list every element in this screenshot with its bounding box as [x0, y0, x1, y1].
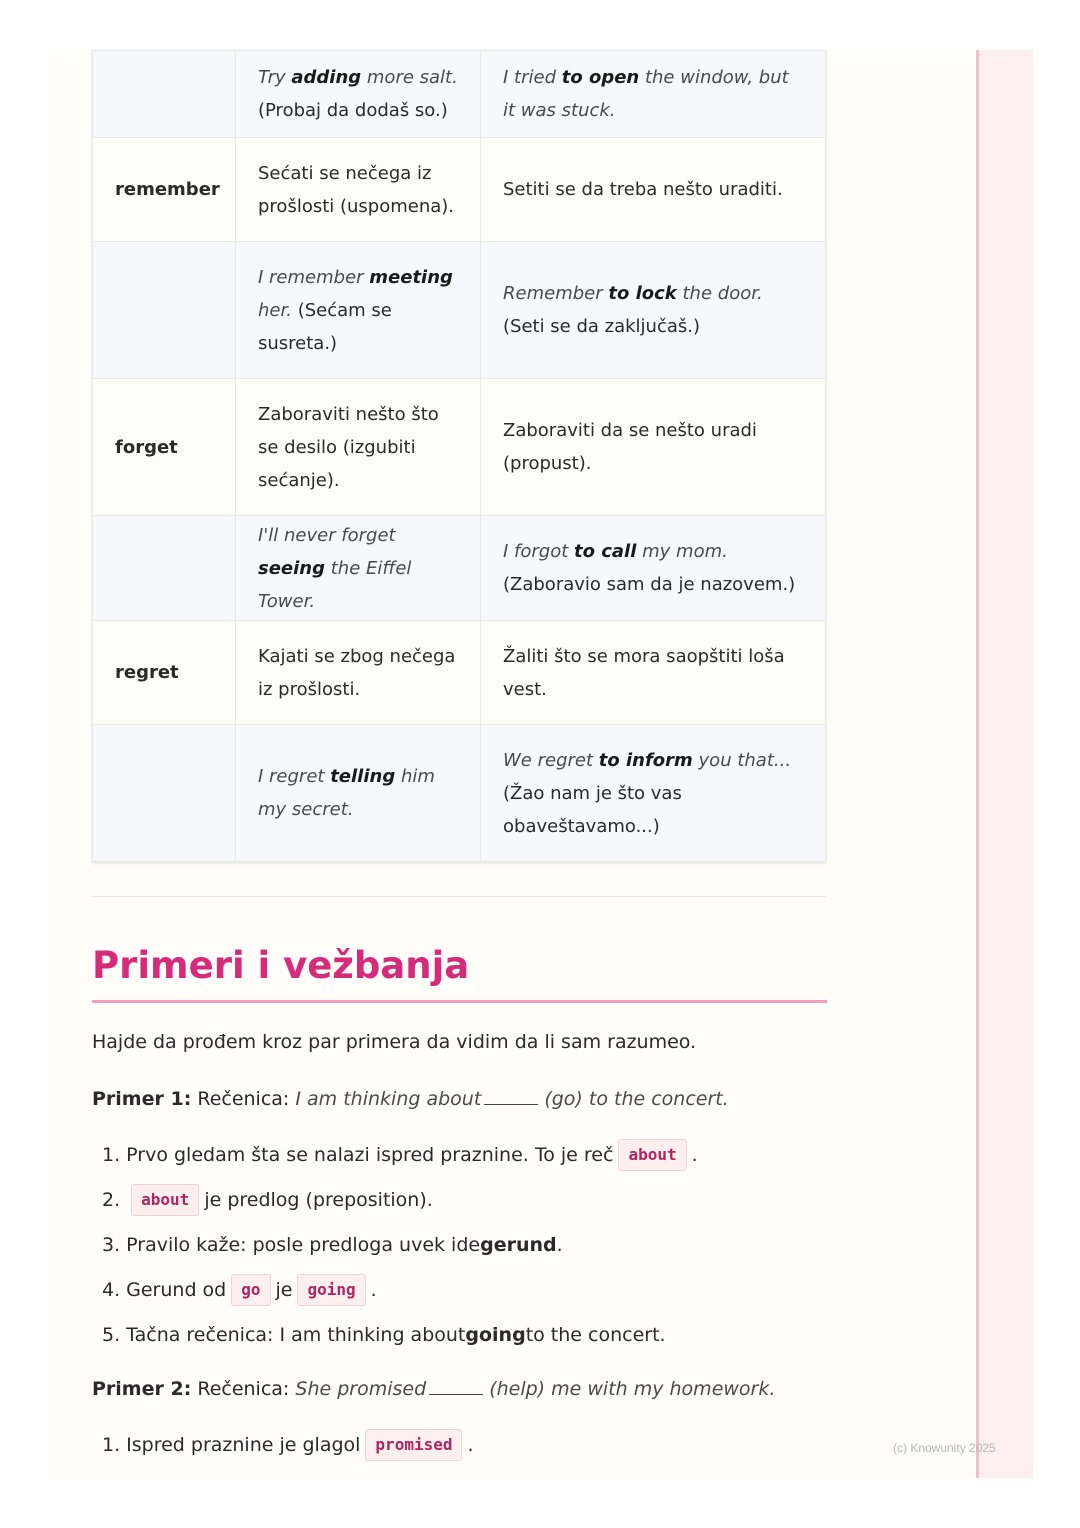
- primer-1-label: Primer 1:: [92, 1088, 192, 1110]
- translation: (Sećam se susreta.): [258, 299, 392, 354]
- example-text: the door.: [676, 283, 763, 304]
- step-text: .: [691, 1143, 698, 1166]
- infinitive-cell: [481, 621, 826, 725]
- verb-cell: [93, 51, 236, 138]
- step-code: promised: [365, 1429, 462, 1461]
- definition: Zaboraviti da se nešto uradi (propust).: [503, 420, 757, 474]
- primer-2-sentence: [92, 1375, 775, 1403]
- gerund-cell: [236, 516, 481, 621]
- list-item: [102, 1267, 698, 1312]
- gap-blank: [429, 1378, 483, 1395]
- verb-cell: [93, 242, 236, 379]
- gerund-cell: [236, 725, 481, 862]
- example-text: her.: [258, 299, 292, 321]
- heading-underline: [92, 1000, 827, 1003]
- example-text: I forgot: [503, 541, 574, 562]
- verb-cell: remember: [93, 138, 236, 242]
- primer-2-sentence-end: (help) me with my homework.: [489, 1378, 776, 1400]
- primer-2-steps: [102, 1422, 474, 1467]
- infinitive-cell: [481, 242, 826, 379]
- gerund-cell: [236, 242, 481, 379]
- gap-blank: [484, 1088, 538, 1105]
- example-text: more salt.: [361, 67, 458, 88]
- definition: Žaliti što se mora saopštiti loša vest.: [503, 645, 785, 700]
- step-text: .: [370, 1278, 377, 1301]
- primer-1-sentence-start: I am thinking about: [295, 1088, 482, 1110]
- example-sentence: [503, 541, 728, 562]
- gerund-cell: [236, 138, 481, 242]
- example-text: I remember: [258, 266, 370, 288]
- table-row: [93, 242, 826, 379]
- primer-1-lead: Rečenica:: [197, 1088, 290, 1110]
- example-sentence: [503, 67, 789, 121]
- list-item: [102, 1312, 698, 1357]
- step-text: Prvo gledam šta se nalazi ispred praznine. To je reč: [126, 1143, 614, 1166]
- step-text: .: [467, 1433, 474, 1456]
- example-sentence: [503, 283, 763, 304]
- example-text: you that...: [692, 749, 792, 771]
- example-bold: to lock: [608, 283, 677, 304]
- gerund-cell: [236, 51, 481, 138]
- definition: Setiti se da treba nešto uraditi.: [503, 179, 783, 200]
- primer-1-steps: [102, 1132, 698, 1357]
- example-sentence: [258, 525, 411, 612]
- example-text: Try: [258, 67, 292, 88]
- example-text: Remember: [503, 283, 609, 304]
- example-bold: meeting: [369, 266, 453, 288]
- list-item: [102, 1422, 474, 1467]
- table-row: [93, 725, 826, 862]
- item-number: 1.: [102, 1433, 121, 1456]
- section-divider: [92, 896, 826, 897]
- definition: Kajati se zbog nečega iz prošlosti.: [258, 645, 456, 700]
- primer-2-lead: Rečenica:: [197, 1378, 290, 1400]
- step-text: Gerund od: [126, 1278, 227, 1301]
- translation: (Zaboravio sam da je nazovem.): [503, 574, 796, 595]
- step-bold: gerund: [480, 1233, 557, 1256]
- item-number: 4.: [102, 1278, 121, 1301]
- example-bold: to call: [574, 541, 637, 562]
- table-row: [93, 138, 826, 242]
- example-text: my mom.: [636, 541, 728, 562]
- example-text: We regret: [503, 749, 599, 771]
- primer-1-sentence: [92, 1085, 729, 1113]
- table-row: [93, 516, 826, 621]
- item-number: 1.: [102, 1143, 121, 1166]
- item-number: 5.: [102, 1323, 121, 1346]
- example-bold: to inform: [598, 749, 693, 771]
- example-bold: telling: [330, 766, 396, 787]
- step-code: going: [297, 1274, 365, 1306]
- step-text: to the concert.: [525, 1323, 666, 1346]
- definition: Sećati se nečega iz prošlosti (uspomena).: [258, 162, 455, 217]
- step-text: Ispred praznine je glagol: [126, 1433, 361, 1456]
- step-code: about: [131, 1184, 199, 1216]
- verb-comparison-table: [92, 50, 826, 862]
- definition: Zaboraviti nešto što se desilo (izgubiti sećanje).: [258, 403, 439, 491]
- step-bold: going: [465, 1323, 526, 1346]
- infinitive-cell: [481, 725, 826, 862]
- infinitive-cell: [481, 51, 826, 138]
- list-item: [102, 1222, 698, 1267]
- step-text: .: [556, 1233, 563, 1256]
- example-bold: adding: [291, 67, 362, 88]
- item-number: 2.: [102, 1188, 121, 1211]
- step-text: je: [275, 1278, 293, 1301]
- primer-2-label: Primer 2:: [92, 1378, 192, 1400]
- step-text: je predlog (preposition).: [204, 1188, 433, 1211]
- list-item: [102, 1177, 698, 1222]
- example-sentence: [503, 750, 791, 771]
- verb-cell: [93, 516, 236, 621]
- table-row: [93, 51, 826, 138]
- infinitive-cell: [481, 379, 826, 516]
- verb-cell: regret: [93, 621, 236, 725]
- step-text: Pravilo kaže: posle predloga uvek ide: [126, 1233, 481, 1256]
- example-text: the Eiffel Tower.: [258, 557, 412, 612]
- example-text: the window, but it was stuck.: [503, 67, 789, 121]
- translation: (Seti se da zaključaš.): [503, 316, 701, 337]
- infinitive-cell: [481, 138, 826, 242]
- primer-2-sentence-start: She promised: [295, 1378, 427, 1400]
- page-margin-strip: [977, 50, 1033, 1478]
- translation: (Žao nam je što vas obaveštavamo...): [503, 782, 682, 837]
- step-code: about: [618, 1139, 686, 1171]
- watermark: (c) Knowunity 2025: [893, 1441, 996, 1455]
- example-text: him my secret.: [258, 766, 435, 820]
- intro-paragraph: Hajde da prođem kroz par primera da vidim da li sam razumeo.: [92, 1031, 697, 1053]
- section-heading: Primeri i vežbanja: [92, 944, 470, 987]
- translation: (Probaj da dodaš so.): [258, 100, 448, 121]
- gerund-cell: [236, 621, 481, 725]
- table-row: [93, 621, 826, 725]
- table-row: [93, 379, 826, 516]
- example-bold: seeing: [258, 557, 325, 579]
- example-text: I tried: [503, 67, 562, 88]
- verb-cell: forget: [93, 379, 236, 516]
- verb-cell: [93, 725, 236, 862]
- infinitive-cell: [481, 516, 826, 621]
- example-text: I regret: [258, 766, 331, 787]
- step-code: go: [231, 1274, 270, 1306]
- step-text: Tačna rečenica: I am thinking about: [126, 1323, 466, 1346]
- example-sentence: [258, 67, 458, 88]
- page-margin-line: [976, 50, 979, 1478]
- primer-1-sentence-end: (go) to the concert.: [544, 1088, 729, 1110]
- list-item: [102, 1132, 698, 1177]
- example-sentence: [258, 766, 435, 820]
- example-text: I'll never forget: [258, 524, 396, 546]
- example-bold: to open: [561, 67, 640, 88]
- item-number: 3.: [102, 1233, 121, 1256]
- gerund-cell: [236, 379, 481, 516]
